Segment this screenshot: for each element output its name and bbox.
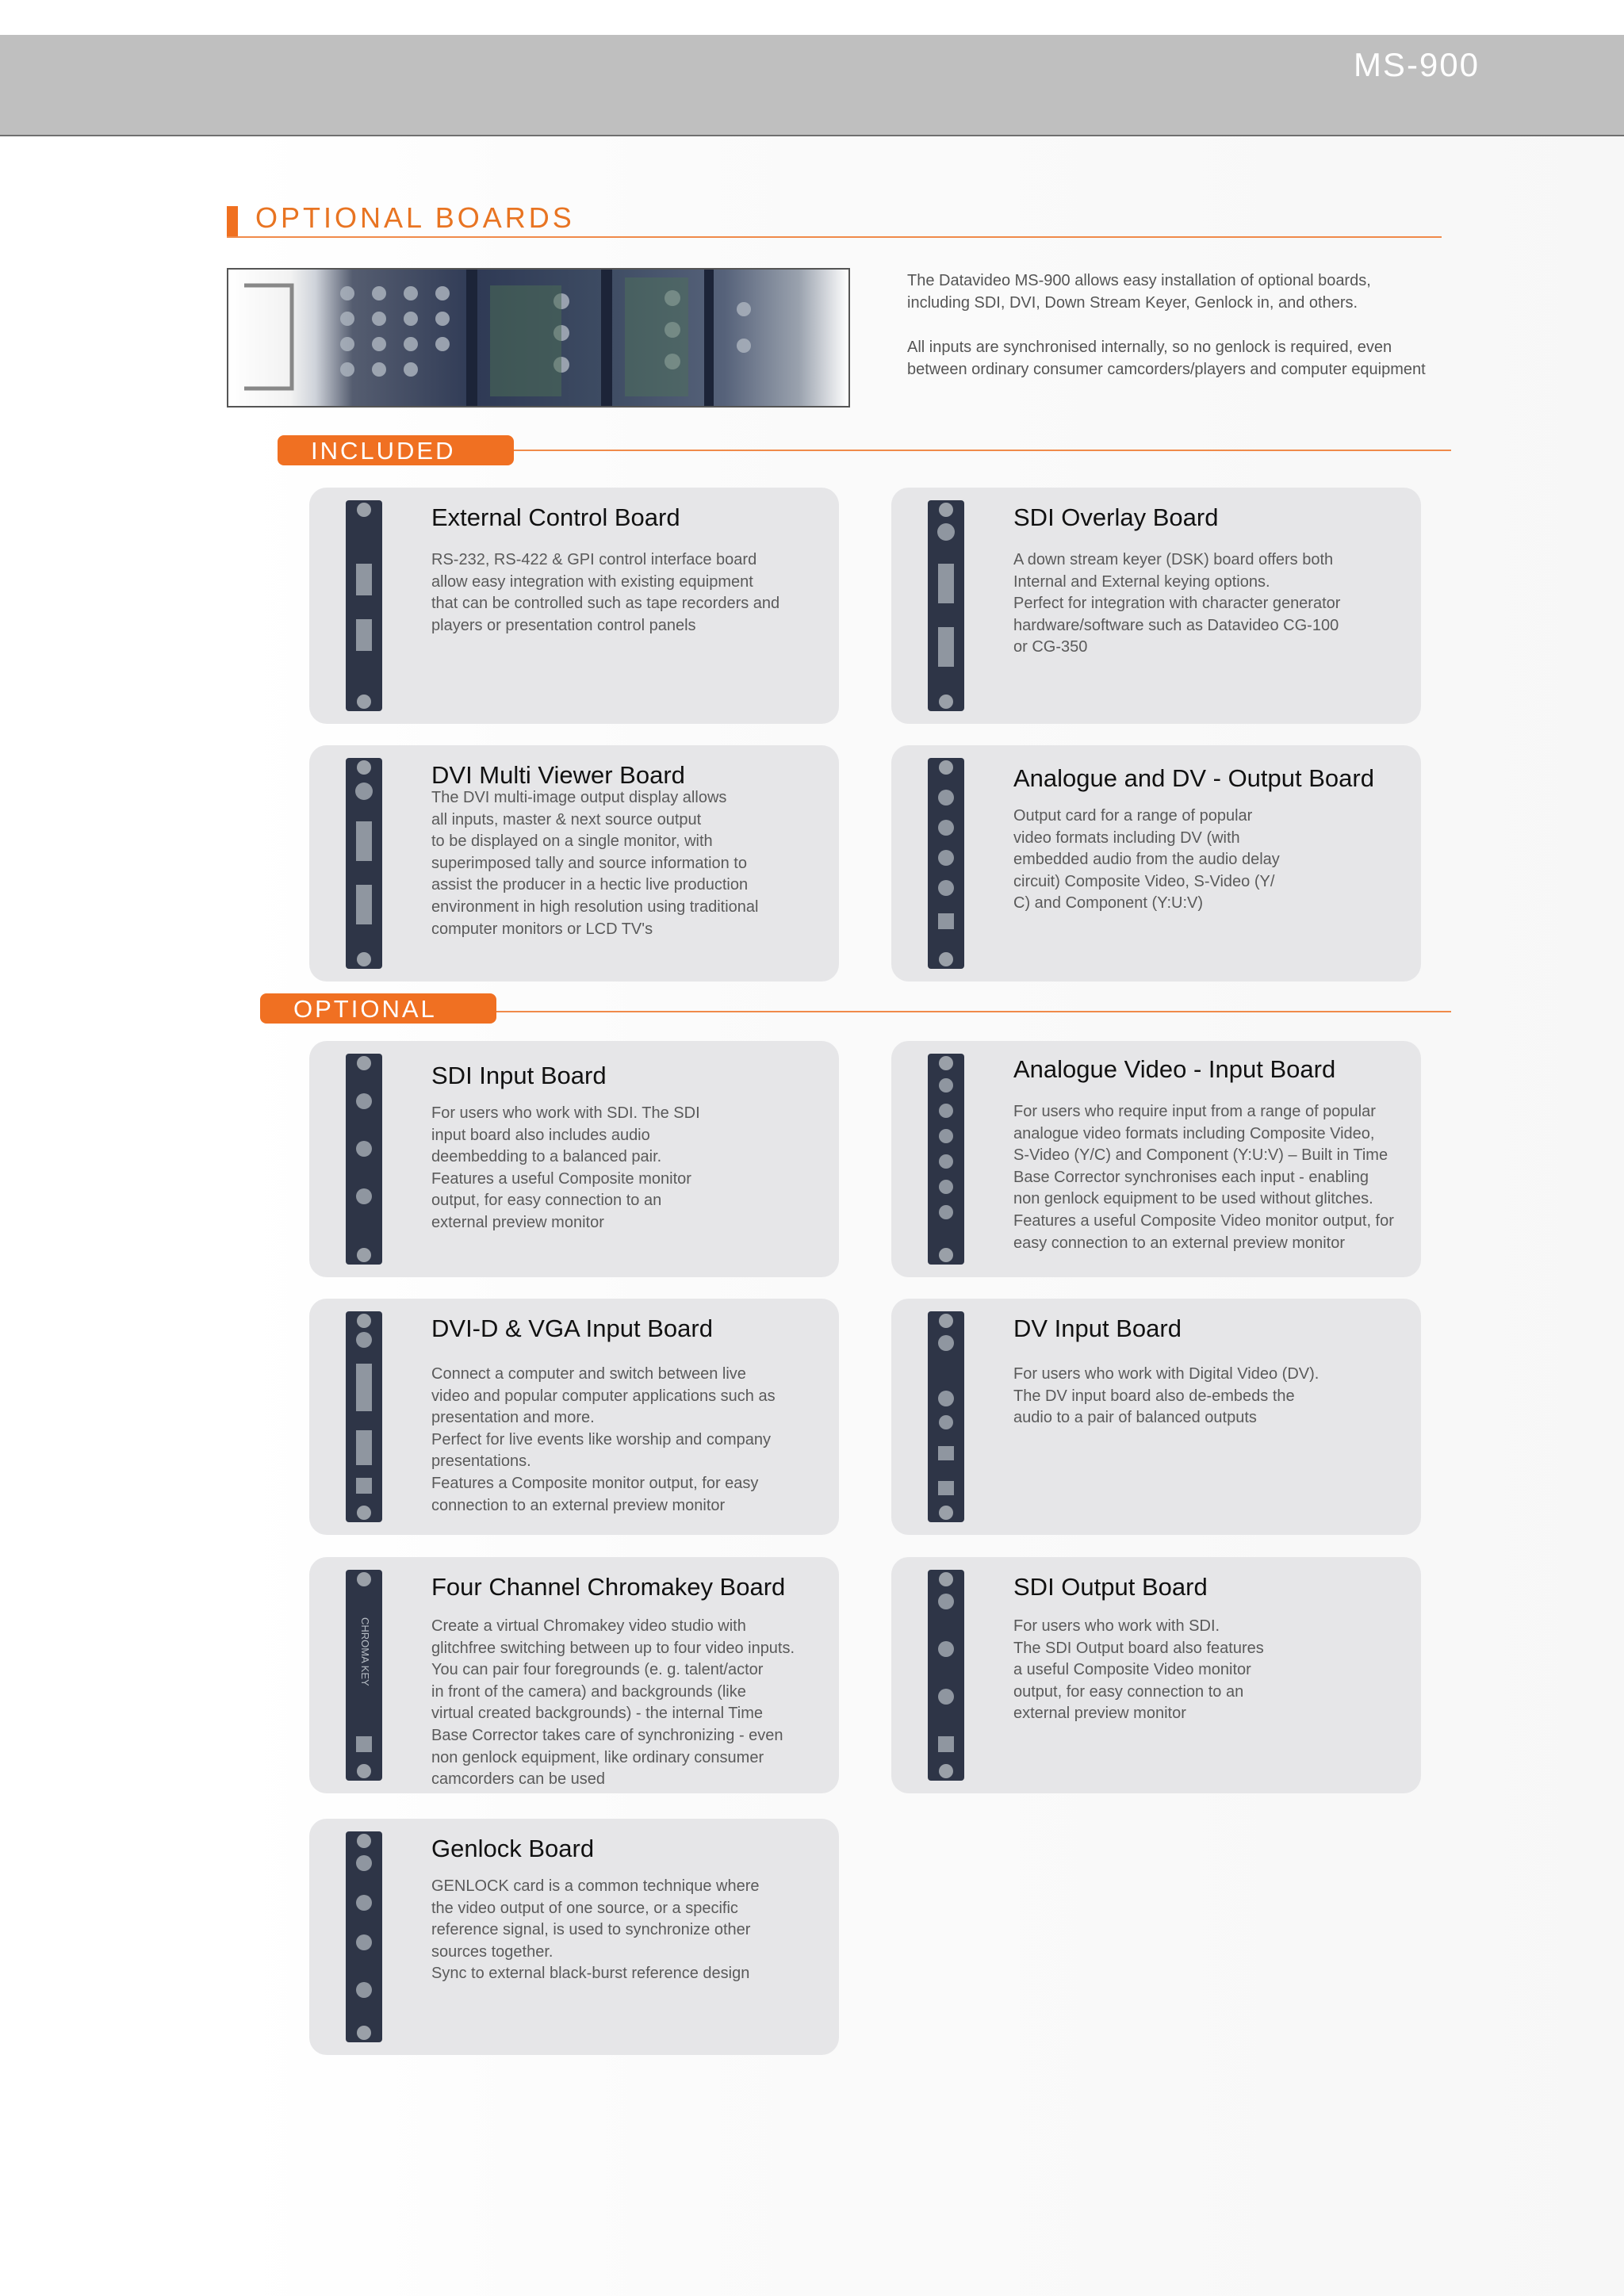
board-card xyxy=(309,1819,839,2055)
card-title: SDI Output Board xyxy=(1013,1573,1208,1601)
board-image xyxy=(926,1054,966,1265)
card-title: Analogue Video - Input Board xyxy=(1013,1055,1336,1083)
card-description: Connect a computer and switch between live video and popular computer applications such as presentation and more. Perfect for live events like worship and company presentations. Features a Composite monitor output, for easy connection to an external preview monitor xyxy=(431,1365,776,1514)
board-card xyxy=(309,1299,839,1535)
card-title: Genlock Board xyxy=(431,1835,595,1862)
card-description: For users who work with SDI. The SDI input board also includes audio deembedding to a balanced pair. Features a useful Composite monitor output, for easy connection to an external preview monitor xyxy=(431,1104,700,1231)
svg-text:CHROMA KEY: CHROMA KEY xyxy=(359,1617,371,1686)
card-title: DVI Multi Viewer Board xyxy=(431,761,685,789)
board-card xyxy=(891,1041,1421,1277)
board-card xyxy=(309,745,839,982)
board-card xyxy=(309,1557,839,1793)
card-description: The DVI multi-image output display allows all inputs, master & next source output to be displayed on a single monitor, with superimposed tally and source information to assist the producer in a hectic live production environment in high resolution using traditional computer monitors or LCD TV's xyxy=(431,789,759,938)
card-description: A down stream keyer (DSK) board offers both Internal and External keying options. Perfect for integration with character generator hardware/software such as Datavideo CG-100 or CG-350 xyxy=(1013,551,1341,656)
card-title: SDI Input Board xyxy=(431,1062,607,1089)
included-label-text: INCLUDED xyxy=(311,437,456,465)
optional-label-text: OPTIONAL xyxy=(293,995,437,1023)
card-description: For users who require input from a range of popular analogue video formats including Composite Video, S-Video (Y/C) and Component (Y:U:V) – Built in Time Base Corrector synchronises each input - enabling non genlock equipment to be used without glitches. Features a useful Composite Video monitor output, for easy connection to an external preview monitor xyxy=(1013,1103,1394,1252)
optional-rule xyxy=(496,1011,1451,1012)
board-image xyxy=(344,1054,384,1265)
card-description: Create a virtual Chromakey video studio with glitchfree switching between up to four video inputs. You can pair four foregrounds (e. g. talent/actor in front of the camera) and backgrounds (like virtual created backgrounds) - the internal Time Base Corrector takes care of synchronizing - even non genlock equipment, like ordinary consumer camcorders can be used xyxy=(431,1617,795,1789)
board-card xyxy=(891,745,1421,982)
card-description: For users who work with Digital Video (DV). The DV input board also de-embeds the audio to a pair of balanced outputs xyxy=(1013,1365,1320,1427)
card-title: Analogue and DV - Output Board xyxy=(1013,764,1374,792)
card-description: RS-232, RS-422 & GPI control interface board allow easy integration with existing equipment that can be controlled such as tape recorders and players or presentation control panels xyxy=(431,551,780,634)
model-name: MS-900 xyxy=(1353,46,1480,83)
board-image xyxy=(344,758,384,969)
optional-label xyxy=(260,993,496,1024)
card-description: GENLOCK card is a common technique where the video output of one source, or a specific reference signal, is used to synchronize other sources together. Sync to external black-burst reference design xyxy=(431,1877,760,1983)
card-description: Output card for a range of popular video formats including DV (with embedded audio from the audio delay circuit) Composite Video, S-Video (Y/ C) and Component (Y:U:V) xyxy=(1013,807,1280,913)
section-title: OPTIONAL BOARDS xyxy=(255,201,575,234)
card-title: DVI-D & VGA Input Board xyxy=(431,1314,713,1342)
card-title: Four Channel Chromakey Board xyxy=(431,1573,786,1601)
intro-paragraph: All inputs are synchronised internally, so no genlock is required, even between ordinary consumer camcorders/players and computer equipment xyxy=(907,339,1426,378)
board-card xyxy=(891,1299,1421,1535)
board-image xyxy=(926,500,966,711)
section-marker xyxy=(227,206,238,238)
board-card xyxy=(891,1557,1421,1793)
board-image xyxy=(926,758,966,969)
card-title: External Control Board xyxy=(431,503,680,531)
included-label xyxy=(278,435,514,465)
board-image xyxy=(344,1570,384,1781)
board-image xyxy=(926,1311,966,1522)
card-title: DV Input Board xyxy=(1013,1314,1182,1342)
board-card xyxy=(891,488,1421,724)
included-rule xyxy=(514,450,1451,451)
intro-text xyxy=(907,270,1462,403)
card-description: For users who work with SDI. The SDI Output board also features a useful Composite Video monitor output, for easy connection to an external preview monitor xyxy=(1013,1617,1264,1723)
board-image xyxy=(344,1831,384,2042)
board-card xyxy=(309,488,839,724)
section-rule xyxy=(227,236,1442,238)
intro-paragraph: The Datavideo MS-900 allows easy installation of optional boards, including SDI, DVI, Down Stream Keyer, Genlock in, and others. xyxy=(907,272,1371,312)
board-image xyxy=(344,1311,384,1522)
board-card xyxy=(309,1041,839,1277)
boards-photo xyxy=(227,268,850,408)
board-image xyxy=(926,1570,966,1781)
board-image xyxy=(344,500,384,711)
card-title: SDI Overlay Board xyxy=(1013,503,1219,531)
